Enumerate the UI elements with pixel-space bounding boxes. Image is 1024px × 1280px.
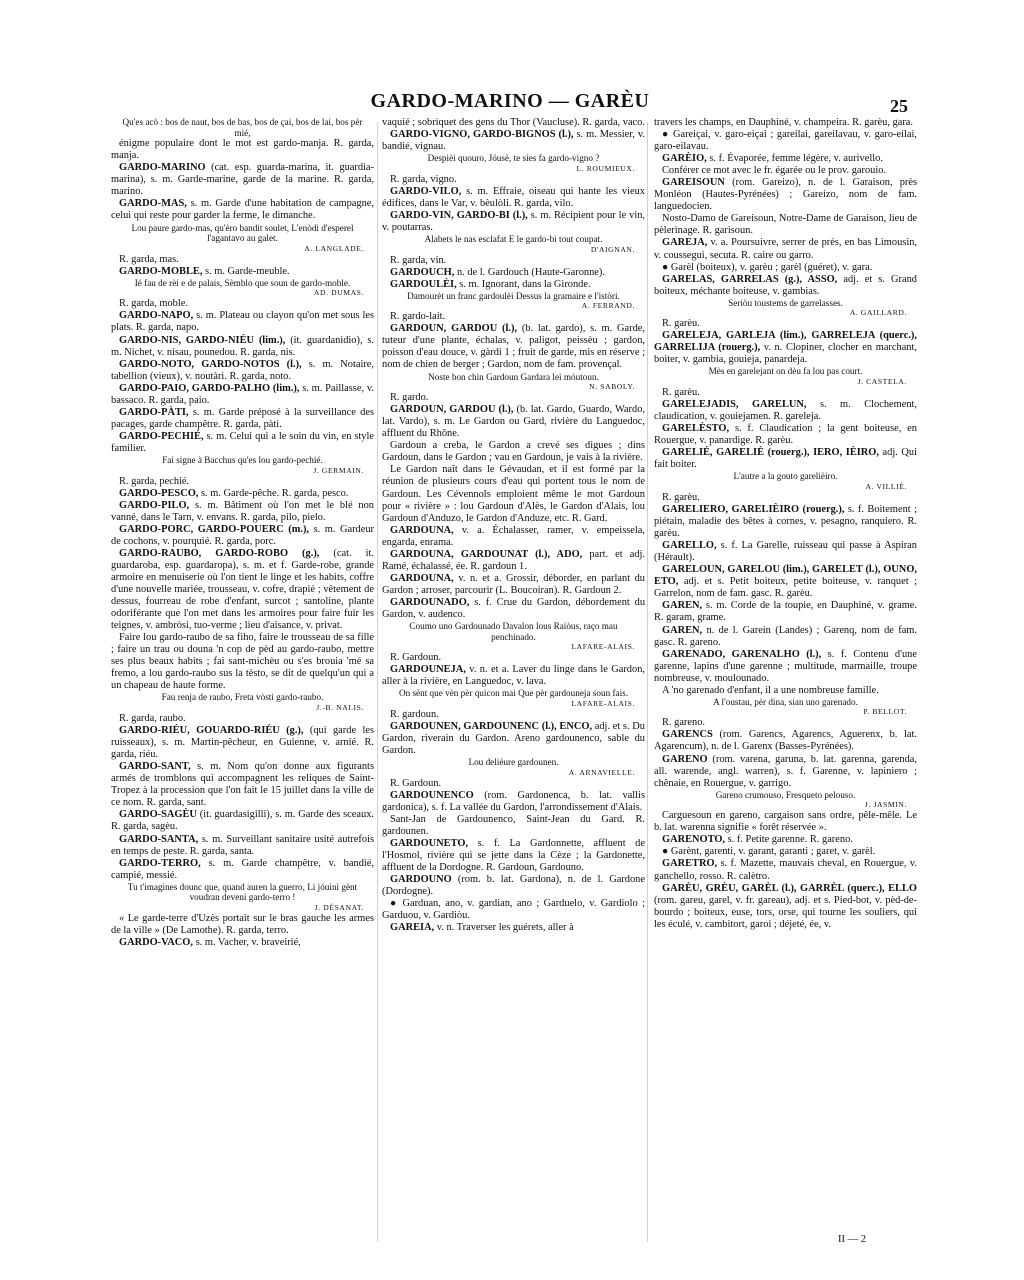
dictionary-entry: GARDOUNA, v. n. et a. Grossir, déborder, en parlant du Gardon ; arroser, parcourir (L. Boucoiran). R. Gardoun 2. <box>382 572 645 596</box>
dictionary-entry: GARDO-SANT, s. m. Nom qu'on donne aux figurants armés de tromblons qui accompagnent les reliques de Saint-Tropez à la procession que l'on fait le 15 juillet dans la ville de ce nom. R. garda, sant. <box>111 761 374 809</box>
dictionary-entry: GARDO-VIGNO, GARDO-BIGNOS (l.), s. m. Messier, v. bandié, vignau. <box>382 129 645 153</box>
dictionary-entry: GARDO-NAPO, s. m. Plateau ou clayon qu'on met sous les plats. R. garda, napo. <box>111 310 374 334</box>
dictionary-entry: A 'no garenado d'enfant, il a une nombreuse famille. <box>662 684 879 696</box>
dictionary-entry: GARDOUNO (rom. b. lat. Gardona), n. de l. Gardone (Dordogne). <box>382 874 645 898</box>
dictionary-entry: GARDO-PESCO, s. m. Garde-pêche. R. garda, pesco. <box>119 487 349 499</box>
dictionary-entry: GARELEJA, GARLEJA (lim.), GARRELEJA (querc.), GARRELIJA (rouerg.), v. n. Clopiner, clocher en marchant, boiter, v. gambia, gouieja, panardeja. <box>654 330 917 366</box>
dictionary-entry: Faire lou gardo-raubo de sa fiho, faire le trousseau de sa fille ; faire un trau ou douna 'n cop de pèd au gardo-raubo, mettre ses plus beaux habits ; fai sant-michèu ou s'es brouia 'mé sa fremo, a lou gardo-raubo sus la tèsto, se dit de quelqu'un qui a un chapeau de haute forme. <box>111 632 374 692</box>
dictionary-entry: GAREN, s. m. Corde de la toupie, en Dauphiné, v. grame. R. garam, grame. <box>654 600 917 624</box>
page-number: 25 <box>890 96 908 116</box>
citation-author: LAFARE-ALAIS. <box>571 642 635 652</box>
column-divider <box>647 122 648 1242</box>
dictionary-entry: GARÈU, GRÈU, GARÈL (l.), GARRÈL (querc.), ELLO (rom. gareu, garel, v. fr. gareau), adj. et s. Pied-bot, v. pèd-de-bourdo ; boiteux, euse, tors, orse, qui tourne les souliers, qui les éculé, v. cambitort, garoi ; déjeté, ée, v. <box>654 882 917 930</box>
citation-author: A. ARNAVIELLE. <box>568 767 635 777</box>
dictionary-entry: GAREIA, v. n. Traverser les guérets, aller à <box>390 922 574 934</box>
dictionary-entry: GARDO-SANTA, s. m. Surveillant sanitaire usité autrefois en temps de peste. R. garda, santa. <box>111 833 374 857</box>
dictionary-entry: R. Gardoun. <box>390 652 442 664</box>
dictionary-entry: GARDO-PECHIÉ, s. m. Celui qui a le soin du vin, en style familier. <box>111 430 374 454</box>
dictionary-entry: GAREN, n. de l. Garein (Landes) ; Garenq, nom de fam. gasc. R. gareno. <box>654 624 917 648</box>
dictionary-entry: R. garda, vigno. <box>390 173 457 185</box>
quotation: Despièi quouro, Jóusè, te sies fa gardo-vigno ? <box>427 153 600 164</box>
quotation: Qu'es acò : bos de naut, bos de bas, bos de çai, bos de lai, bos pèr mié, <box>122 117 363 138</box>
dictionary-entry: GARDO-PILO, s. m. Bâtiment où l'on met le blé non vanné, dans le Tarn, v. envans. R. garda, pilo, pielo. <box>111 499 374 523</box>
citation-author: L. ROUMIEUX. <box>576 163 635 173</box>
citation-author: A. LANGLADE. <box>304 243 364 253</box>
dictionary-entry: GARDOUNEN, GARDOUNENC (l.), ENCO, adj. et s. Du Gardon, riverain du Gardon. Areno gardounenco, sable du Gardon. <box>382 720 645 757</box>
dictionary-entry: R. garèu. <box>662 318 700 330</box>
dictionary-entry: GARDO-RAUBO, GARDO-ROBO (g.), (cat. it. guardaroba, esp. guardaropa), s. m. et f. Garde-robe, grande armoire en menuiserie où l'on tient le linge et les habits, coffre d'une nouvelle mariée, trousseau, v. cofre, drapié ; vêtement de dessus, fourreau de robe d'enfant, surcot ; santoline, plante odoriférante que l'on met dans les armoires pour faire fuir les teignes, v. ambròsi, tuo-verme ; lieu d'aisance, v. privat. <box>111 547 374 632</box>
dictionary-entry: GARENO (rom. varena, garuna, b. lat. garenna, garenda, all. warende, angl. warren), s. f. Garenne, v. lapiniero ; chênaie, en Rouergue, v. garrigo. <box>654 753 917 789</box>
quotation: On sènt que vèn pèr quicon mai Que pèr gardouneja soun fais. <box>398 688 629 699</box>
dictionary-entry: GARDOUNADO, s. f. Crue du Gardon, débordement du Gardon, v. audenco. <box>382 596 645 620</box>
dictionary-entry: Gardoun a creba, le Gardon a crevé ses digues ; dins Gardoun, dans le Gardon ; vau en Gardoun, je vais à la rivière. <box>382 440 645 464</box>
citation-author: A. VILLIÉ. <box>865 482 907 491</box>
dictionary-entry: GARELEJADIS, GARELUN, s. m. Clochement, claudication, v. gouiejamen. R. gareleja. <box>654 399 917 423</box>
running-head: GARDO-MARINO — GARÈU <box>370 90 650 112</box>
continued-text: vaquié ; sobriquet des gens du Thor (Vaucluse). R. garda, vaco. <box>382 117 645 128</box>
dictionary-entry: GARELIÉ, GARELIÈ (rouerg.), IERO, IÈIRO, adj. Qui fait boiter. <box>654 447 917 471</box>
quotation: Tu t'imagines dounc que, quand auren la guerro, Li jóuini gènt voudran deveni gardo-terro ! <box>127 881 358 903</box>
dictionary-entry: GARDOUNETO, s. f. La Gardonnette, affluent de l'Hosmol, rivière qui se jette dans la Cèze ; la Gardonette, affluent de la Dordogne. R. Gardoun, Gardouno. <box>382 837 645 874</box>
dictionary-entry: R. garda, moble. <box>119 298 188 310</box>
dictionary-entry: GARDO-MARINO (cat. esp. guarda-marina, it. guardia-marina), s. m. Garde-marine, garde de la marine. R. garda, marino. <box>111 162 374 198</box>
dictionary-entry: R. gardo-lait. <box>390 311 446 323</box>
column-right <box>654 117 917 1245</box>
citation-author: P. BELLOT. <box>863 707 907 717</box>
citation-author: N. SABOLY. <box>589 382 635 392</box>
continued-text: travers les champs, en Dauphiné, v. champeira. R. garèu, gara. <box>654 117 913 128</box>
dictionary-entry: R. gareno. <box>662 717 705 729</box>
dictionary-entry: GARÈIO, s. f. Évaporée, femme légère, v. aurivello. <box>662 153 883 165</box>
dictionary-entry: R. garda, raubo. <box>119 713 186 725</box>
dictionary-entry: GARDOUN, GARDOU (l.), (b. lat. gardo), s. m. Garde, tuteur d'une plante, échalas, v. paligot, peissèu ; gardon, poisson d'eau douce, v. gàrdi 1 ; fruit de garde, mis en réserve ; nom de chien de berger ; Gardon, nom de fam. provençal. <box>382 323 645 371</box>
quotation: L'autre a la gouto garelièiro. <box>733 471 838 482</box>
quotation: Ié fau de rèi e de palais, Sèmblo que soun de gardo-moble. <box>134 277 351 288</box>
dictionary-entry: énigme populaire dont le mot est gardo-manja. R. garda, manja. <box>111 138 374 162</box>
dictionary-entry: GARDO-VACO, s. m. Vacher, v. braveirié, <box>119 936 301 948</box>
dictionary-entry: GARDO-VILO, s. m. Effraie, oiseau qui hante les vieux édifices, dans le Var, v. bèulòli. R. garda, vilo. <box>382 185 645 209</box>
dictionary-entry: GARDO-SAGÈU (it. guardasigilli), s. m. Garde des sceaux. R. garda, sagèu. <box>111 809 374 833</box>
quotation: Noste bon chin Gardoun Gardara lei móutoun. <box>428 371 599 382</box>
dictionary-entry: Carguesoun en gareno, cargaison sans ordre, pêle-mêle. Le b. lat. warenna signifie « forêt réservée ». <box>654 810 917 834</box>
dictionary-entry: GARDOUN, GARDOU (l.), (b. lat. Gardo, Guardo, Wardo, lat. Vardo), s. m. Le Gardon ou Gard, rivière du Languedoc, affluent du Rhône. <box>382 404 645 440</box>
dictionary-entry: GARDO-PÀTI, s. m. Garde préposé à la surveillance des pacages, garde champêtre. R. garda, pàti. <box>111 406 374 430</box>
quotation: Lou delièure gardounen. <box>468 757 559 768</box>
dictionary-entry: ● Garènt, garenti, v. garant, garanti ; garet, v. garèl. <box>662 846 876 858</box>
quotation: Seriòu toustems de garrelasses. <box>728 297 843 308</box>
dictionary-entry: R. Gardoun. <box>390 777 442 789</box>
dictionary-entry: GARELLO, s. f. La Garelle, ruisseau qui passe à Aspiran (Hérault). <box>654 540 917 564</box>
dictionary-entry: GARDO-MAS, s. m. Garde d'une habitation de campagne, celui qui reste pour garder la ferme, le dimanche. <box>111 198 374 222</box>
dictionary-entry: GARENCS (rom. Garencs, Agarencs, Aguerenx, b. lat. Agarencum), n. de l. Garenx (Basses-Pyrénées). <box>654 729 917 753</box>
dictionary-entry: GARDO-NIS, GARDO-NIÉU (lim.), (it. guardanidio), s. m. Nichet, v. nisau, pounedou. R. garda, nis. <box>111 334 374 358</box>
quotation: Gareno crumouso, Fresqueto pelouso. <box>715 789 856 800</box>
dictionary-entry: GARDOUNEJA, v. n. et a. Laver du linge dans le Gardon, aller à la rivière, en Languedoc, v. lava. <box>382 664 645 688</box>
dictionary-entry: GARELÈSTO, s. f. Claudication ; la gent boiteuse, en Rouergue, v. panardige. R. garèu. <box>654 423 917 447</box>
citation-author: J. GERMAIN. <box>313 465 364 475</box>
dictionary-entry: Le Gardon naît dans le Gévaudan, et il est formé par la réunion de plusieurs cours d'eau qui portent tous le nom de Gardoun. Les Cévennols emploient même le mot Gardoun pour « rivière » : lou Gardoun d'Alès, le Gardon d'Alais, lou Gardoun d'Anduzo, le Gardon d'Anduze, etc. R. Gard. <box>382 464 645 524</box>
dictionary-entry: « Le garde-terre d'Uzès portait sur le bras gauche les armes de la ville » (De Lamothe). R. garda, terro. <box>111 912 374 936</box>
dictionary-entry: Nosto-Damo de Gareisoun, Notre-Dame de Garaison, lieu de pèlerinage. R. garisoun. <box>654 213 917 237</box>
quotation: Coumo uno Gardounado Davalon lous Raiòus, raço mau penchinado. <box>409 621 618 642</box>
dictionary-entry: Sant-Jan de Gardounenco, Saint-Jean du Gard. R. gardounen. <box>382 813 645 837</box>
dictionary-entry: GARELAS, GARRELAS (g.), ASSO, adj. et s. Grand boiteux, méchante boiteuse, v. gambias. <box>654 273 917 297</box>
column-divider <box>377 122 378 1242</box>
citation-author: J. CASTELA. <box>857 377 907 387</box>
dictionary-entry: GAREISOUN (rom. Gareizo), n. de l. Garaison, près Monléon (Hautes-Pyrénées) ; Gareizo, nom de fam. languedocien. <box>654 177 917 213</box>
dictionary-entry: GAREJA, v. a. Poursuivre, serrer de près, en bas Limousin, v. coussegui, secuta. R. caire ou garro. <box>654 237 917 261</box>
citation-author: D'AIGNAN. <box>590 244 635 254</box>
quotation: A l'oustau, pèr dina, sian uno garenado. <box>713 696 858 707</box>
dictionary-entry: GARDO-MOBLE, s. m. Garde-meuble. <box>119 265 290 277</box>
dictionary-entry: GARDO-PAIO, GARDO-PALHO (lim.), s. m. Paillasse, v. bassaco. R. garda, paio. <box>111 382 374 406</box>
quotation: Damourèt un franc gardoulèi Dessus la gramaire e l'istòri. <box>407 290 620 301</box>
dictionary-entry: GARENADO, GARENALHO (l.), s. f. Contenu d'une garenne, lapins d'une garenne ; multitude, marmaille, troupe nombreuse, v. moulounado. <box>654 648 917 684</box>
citation-author: J.-B. NALIS. <box>316 703 364 713</box>
dictionary-entry: R. gardo. <box>390 392 429 404</box>
dictionary-entry: GARETRO, s. f. Mazette, mauvais cheval, en Rouergue, v. ganchello, rosso. R. calètro. <box>654 858 917 882</box>
citation-author: A. GAILLARD. <box>849 308 907 318</box>
citation-author: LAFARE-ALAIS. <box>571 698 635 708</box>
quotation: Mès en garelejant on dèu fa lou pas court. <box>708 366 863 377</box>
quotation: Fau renja de raubo, Freta vòsti gardo-raubo. <box>161 692 324 703</box>
quotation: Alabets le nas esclafat E le gardo-bi tout coupat. <box>424 233 603 244</box>
quotation: Fai signe à Bacchus qu'es lou gardo-pechié. <box>162 455 323 465</box>
dictionary-entry: Conférer ce mot avec le fr. égarée ou le prov. garouio. <box>662 165 887 177</box>
dictionary-entry: R. garda, vin. <box>390 254 447 266</box>
dictionary-entry: GARDOUCH, n. de l. Gardouch (Haute-Garonne). <box>390 266 605 278</box>
dictionary-entry: R. garèu. <box>662 387 700 399</box>
dictionary-entry: R. garda, mas. <box>119 253 179 265</box>
citation-author: J. DÉSANAT. <box>314 902 364 912</box>
dictionary-entry: GARENOTO, s. f. Petite garenne. R. gareno. <box>662 834 853 846</box>
signature-mark: II — 2 <box>838 1234 866 1245</box>
dictionary-entry: ● Garduan, ano, v. gardian, ano ; Garduelo, v. Gardiolo ; Garduou, v. Gardiòu. <box>382 898 645 922</box>
dictionary-entry: GARDO-PORC, GARDO-POUERC (m.), s. m. Gardeur de cochons, v. pourquié. R. garda, porc. <box>111 523 374 547</box>
dictionary-entry: GARDO-RIÉU, GOUARDO-RIÉU (g.), (qui garde les ruisseaux), s. m. Martin-pêcheur, en Guienne, v. arnié. R. garda, riéu. <box>111 725 374 761</box>
column-left <box>111 117 374 1245</box>
dictionary-entry: GARDOUNA, v. a. Échalasser, ramer, v. empeissela, engarda, enrama. <box>382 524 645 548</box>
dictionary-entry: GARDOULÈI, s. m. Ignorant, dans la Gironde. <box>390 278 591 290</box>
dictionary-entry: R. gardoun. <box>390 708 439 720</box>
column-middle <box>382 117 645 1245</box>
dictionary-entry: GARDO-VIN, GARDO-BI (l.), s. m. Récipient pour le vin, v. poutarras. <box>382 209 645 233</box>
dictionary-entry: ● Gareiçai, v. garo-eiçai ; gareilai, gareilavau, v. garo-eilai, garo-eilavau. <box>654 129 917 153</box>
dictionary-entry: GARDO-TERRO, s. m. Garde champêtre, v. bandié, campié, messié. <box>111 857 374 881</box>
citation-author: AD. DUMAS. <box>313 288 364 298</box>
dictionary-entry: GARELOUN, GARELOU (lim.), GARELET (l.), OUNO, ETO, adj. et s. Petit boiteux, petite boiteuse, v. ranquet ; Garrelon, nom de fam. gasc. R. garèu. <box>654 564 917 600</box>
quotation: Lou paure gardo-mas, qu'èro bandit soulet, L'enòdi d'esperel l'agantavo au galet. <box>131 222 354 244</box>
dictionary-entry: ● Garèl (boiteux), v. garèu ; garèl (guéret), v. gara. <box>662 261 873 273</box>
dictionary-entry: GARELIERO, GARELIÈIRO (rouerg.), s. f. Boitement ; piétain, maladie des bêtes à cornes, v. pesagno, ranquiero. R. garèu. <box>654 504 917 540</box>
citation-author: A. FERRAND. <box>581 301 635 311</box>
dictionary-entry: R. garèu. <box>662 492 700 503</box>
dictionary-entry: GARDOUNENCO (rom. Gardonenca, b. lat. vallis gardonica), s. f. La vallée du Gardon, l'arrondissement d'Alais. <box>382 789 645 813</box>
dictionary-entry: GARDO-NOTO, GARDO-NOTOS (l.), s. m. Notaire, tabellion (vieux), v. noutàri. R. garda, noto. <box>111 358 374 382</box>
dictionary-entry: R. garda, pechié. <box>119 475 190 487</box>
dictionary-entry: GARDOUNA, GARDOUNAT (l.), ADO, part. et adj. Ramé, échalassé, ée. R. gardoun 1. <box>382 548 645 572</box>
citation-author: J. JASMIN. <box>864 800 907 810</box>
